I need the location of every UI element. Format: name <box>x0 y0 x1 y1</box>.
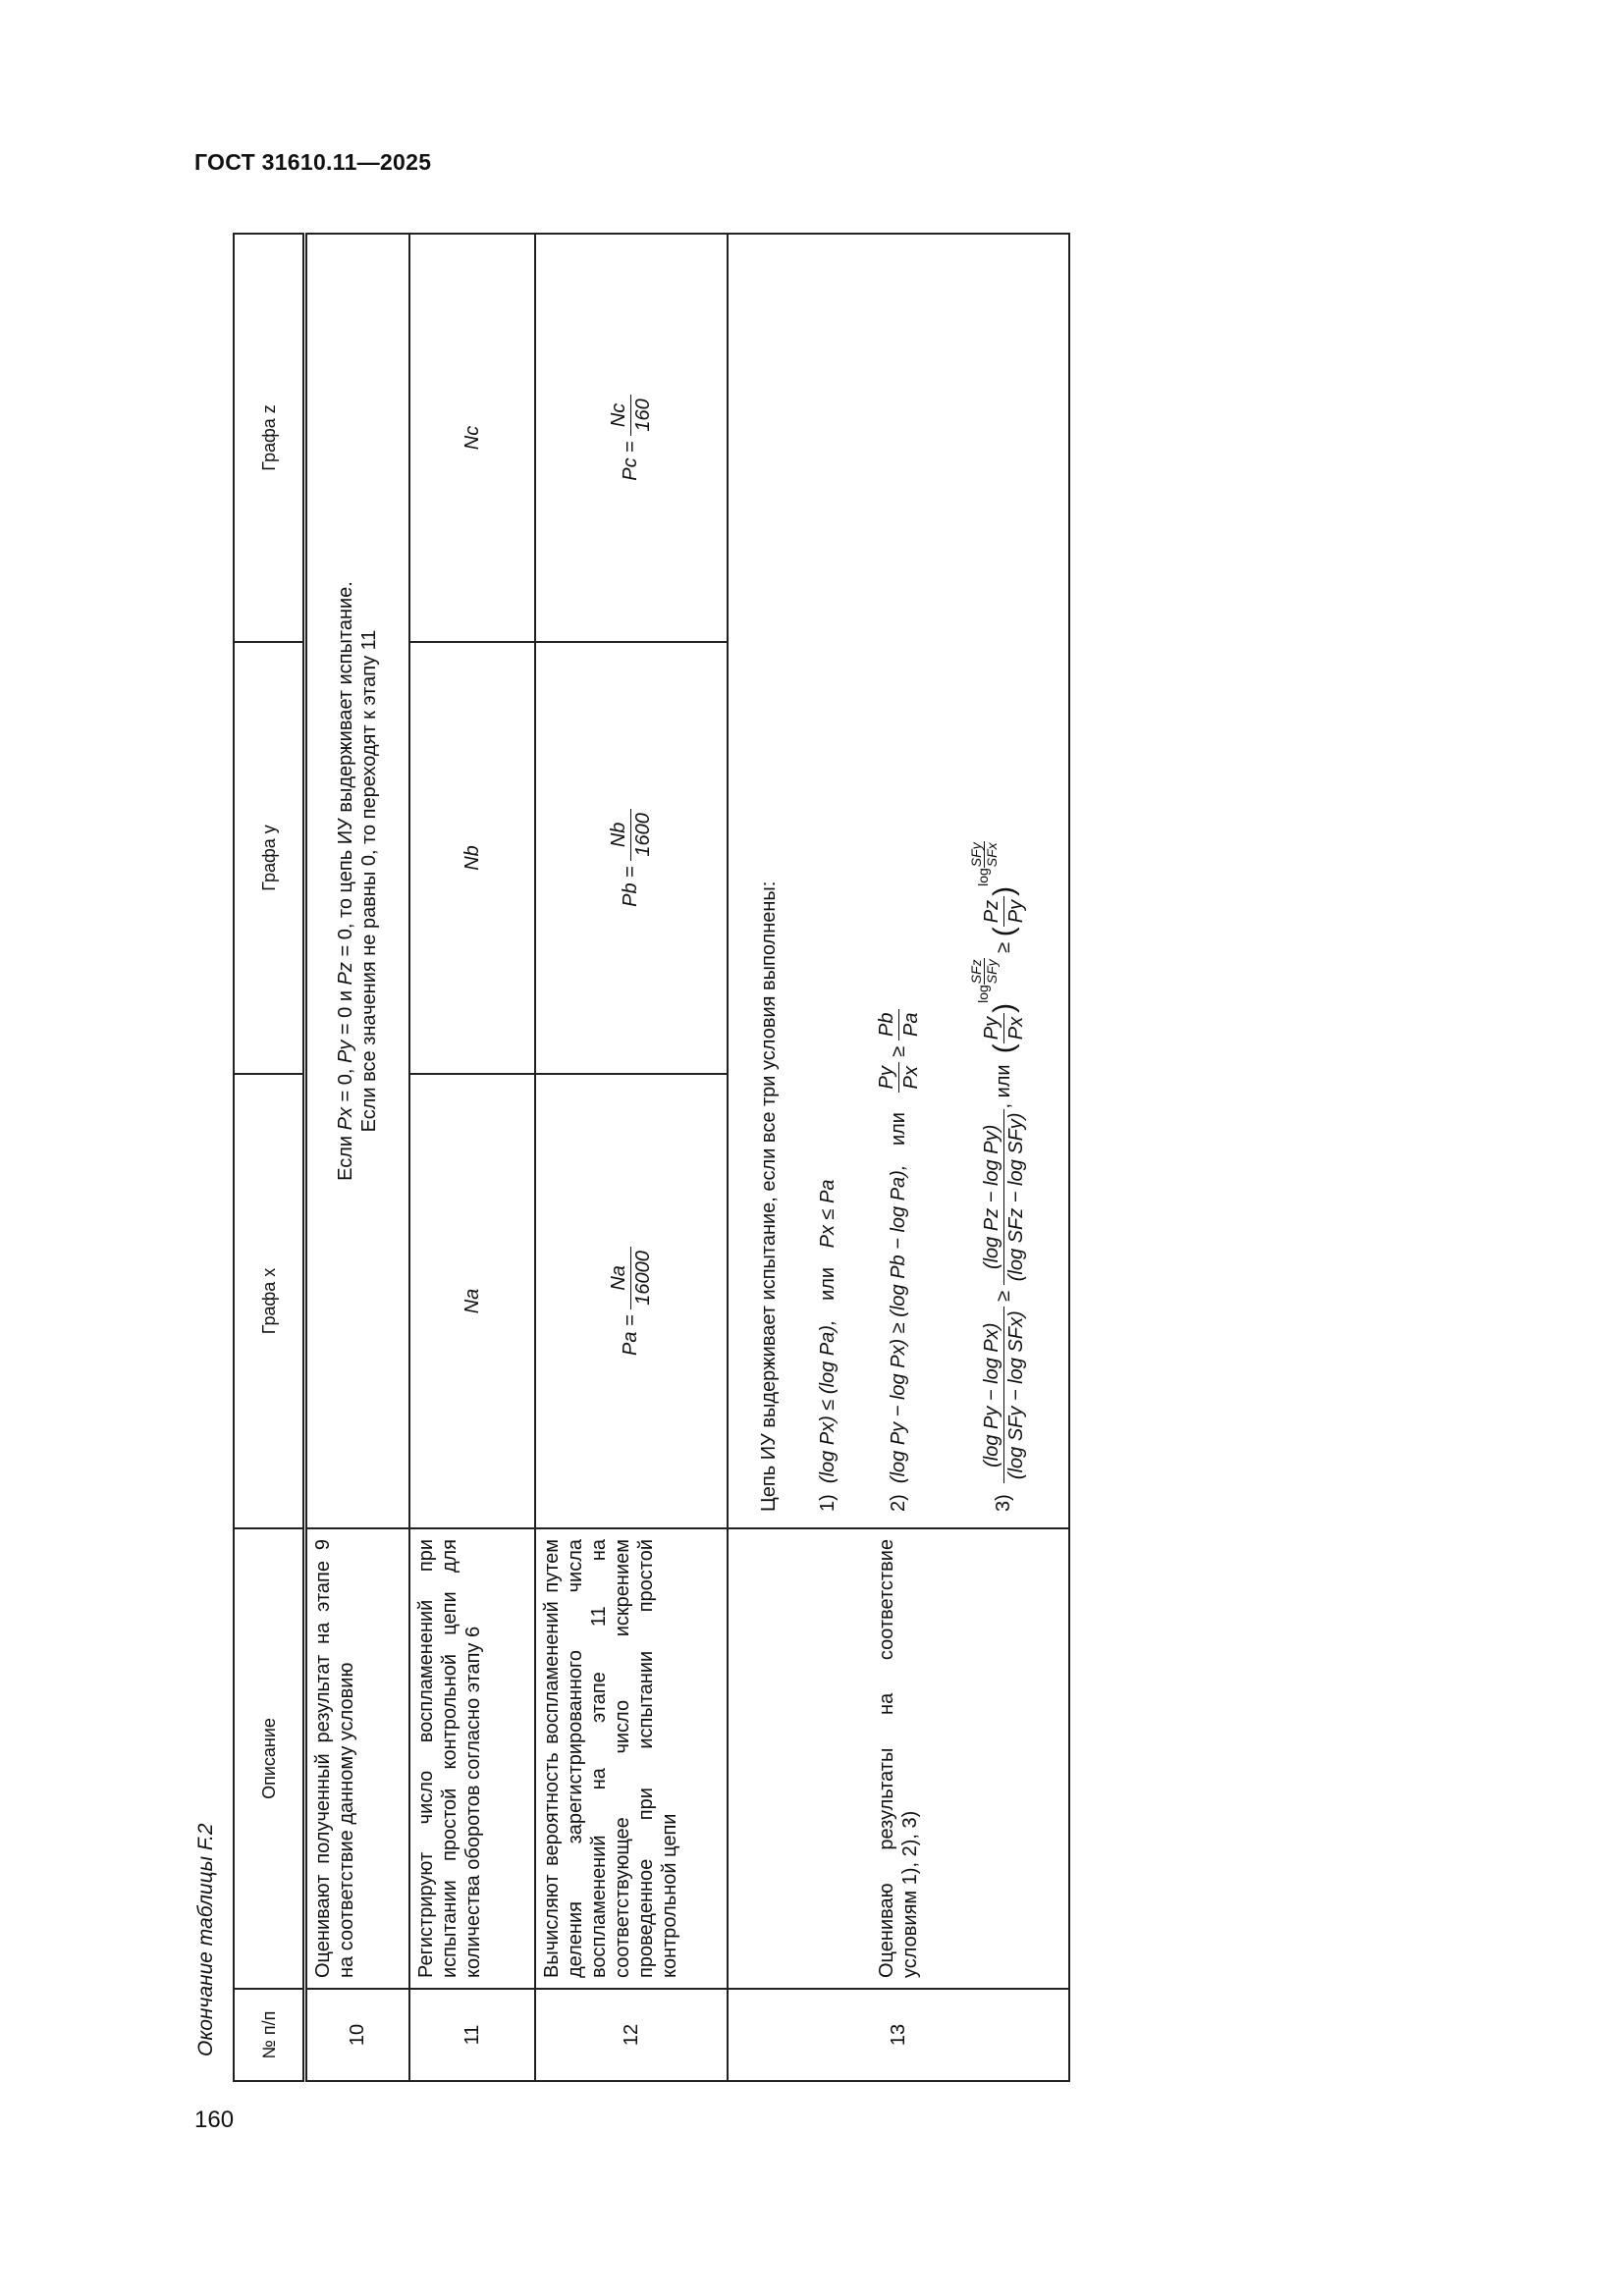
row-description: Вычисляют вероятность воспламенений путем деления зарегистрированного числа воспламенений на этапе 11 на соответствующее число искрением проведенное при испытании простой контрольной цепи <box>535 1528 728 1989</box>
condition-2: 2) (log Py − log Px) ≥ (log Pb − log Pa), или Py Px ≥ Pb Pa <box>875 1009 923 1512</box>
formula-x: Pa = Na 16000 <box>535 1074 728 1528</box>
row-number: 10 <box>305 1989 409 2081</box>
value-y: Nb <box>409 642 535 1074</box>
row-number: 11 <box>409 1989 535 2081</box>
value-z: Nc <box>409 234 535 642</box>
conditions-cell <box>728 234 1070 1528</box>
col-header-x: Графа x <box>234 1074 305 1528</box>
table-row <box>305 234 409 2081</box>
condition-1: 1) (log Px) ≤ (log Pa), или Px ≤ Pa <box>816 1179 839 1512</box>
conditions-intro: Цепь ИУ выдерживает испытание, если все три условия выполнены: <box>757 881 780 1512</box>
table-caption: Окончание таблицы F.2 <box>194 1823 217 2056</box>
col-header-description: Описание <box>234 1528 305 1989</box>
row-description: Оценивают полученный результат на этапе 9 на соответствие данному условию <box>305 1528 409 1989</box>
page-number: 160 <box>194 2107 235 2133</box>
table-row <box>535 234 728 2081</box>
formula-y: Pb = Nb 1600 <box>535 642 728 1074</box>
table-f2 <box>233 233 1070 2082</box>
row-description: Оцениваю результаты на соответствие условиям 1), 2), 3) <box>728 1528 1070 1989</box>
document-header: ГОСТ 31610.11—2025 <box>194 149 432 175</box>
merged-line-2: Если все значения не равны 0, то переходят к этапу 11 <box>358 629 381 1133</box>
row-number: 12 <box>535 1989 728 2081</box>
table-row <box>728 234 1070 2081</box>
col-header-z: Графа z <box>234 234 305 642</box>
formula-z: Pc = Nc 160 <box>535 234 728 642</box>
col-header-y: Графа y <box>234 642 305 1074</box>
table-row <box>409 234 535 2081</box>
value-x: Na <box>409 1074 535 1528</box>
table-header-row <box>234 234 305 2081</box>
col-header-num <box>234 1989 305 2081</box>
condition-3: 3) (log Py − log Px) (log SFy − log SFx) ≥ (log Pz − log Py) (log SFz − log SFy) , или ( Py Px )$^{log SFz SFy}$ ≥ ( Pz Py )$^{log SFy SFx}$ <box>967 842 1028 1512</box>
row-description: Регистрируют число воспламенений при испытании простой контрольной цепи для количества оборотов согласно этапу 6 <box>409 1528 535 1989</box>
merged-condition-cell <box>305 234 409 1528</box>
merged-line-1: Если Px = 0, Py = 0 и Pz = 0, то цепь ИУ выдерживает испытание. <box>335 581 357 1181</box>
row-number: 13 <box>728 1989 1070 2081</box>
col-header-num-label: № п/п <box>258 2010 279 2059</box>
rotated-table-frame <box>187 231 1070 2086</box>
